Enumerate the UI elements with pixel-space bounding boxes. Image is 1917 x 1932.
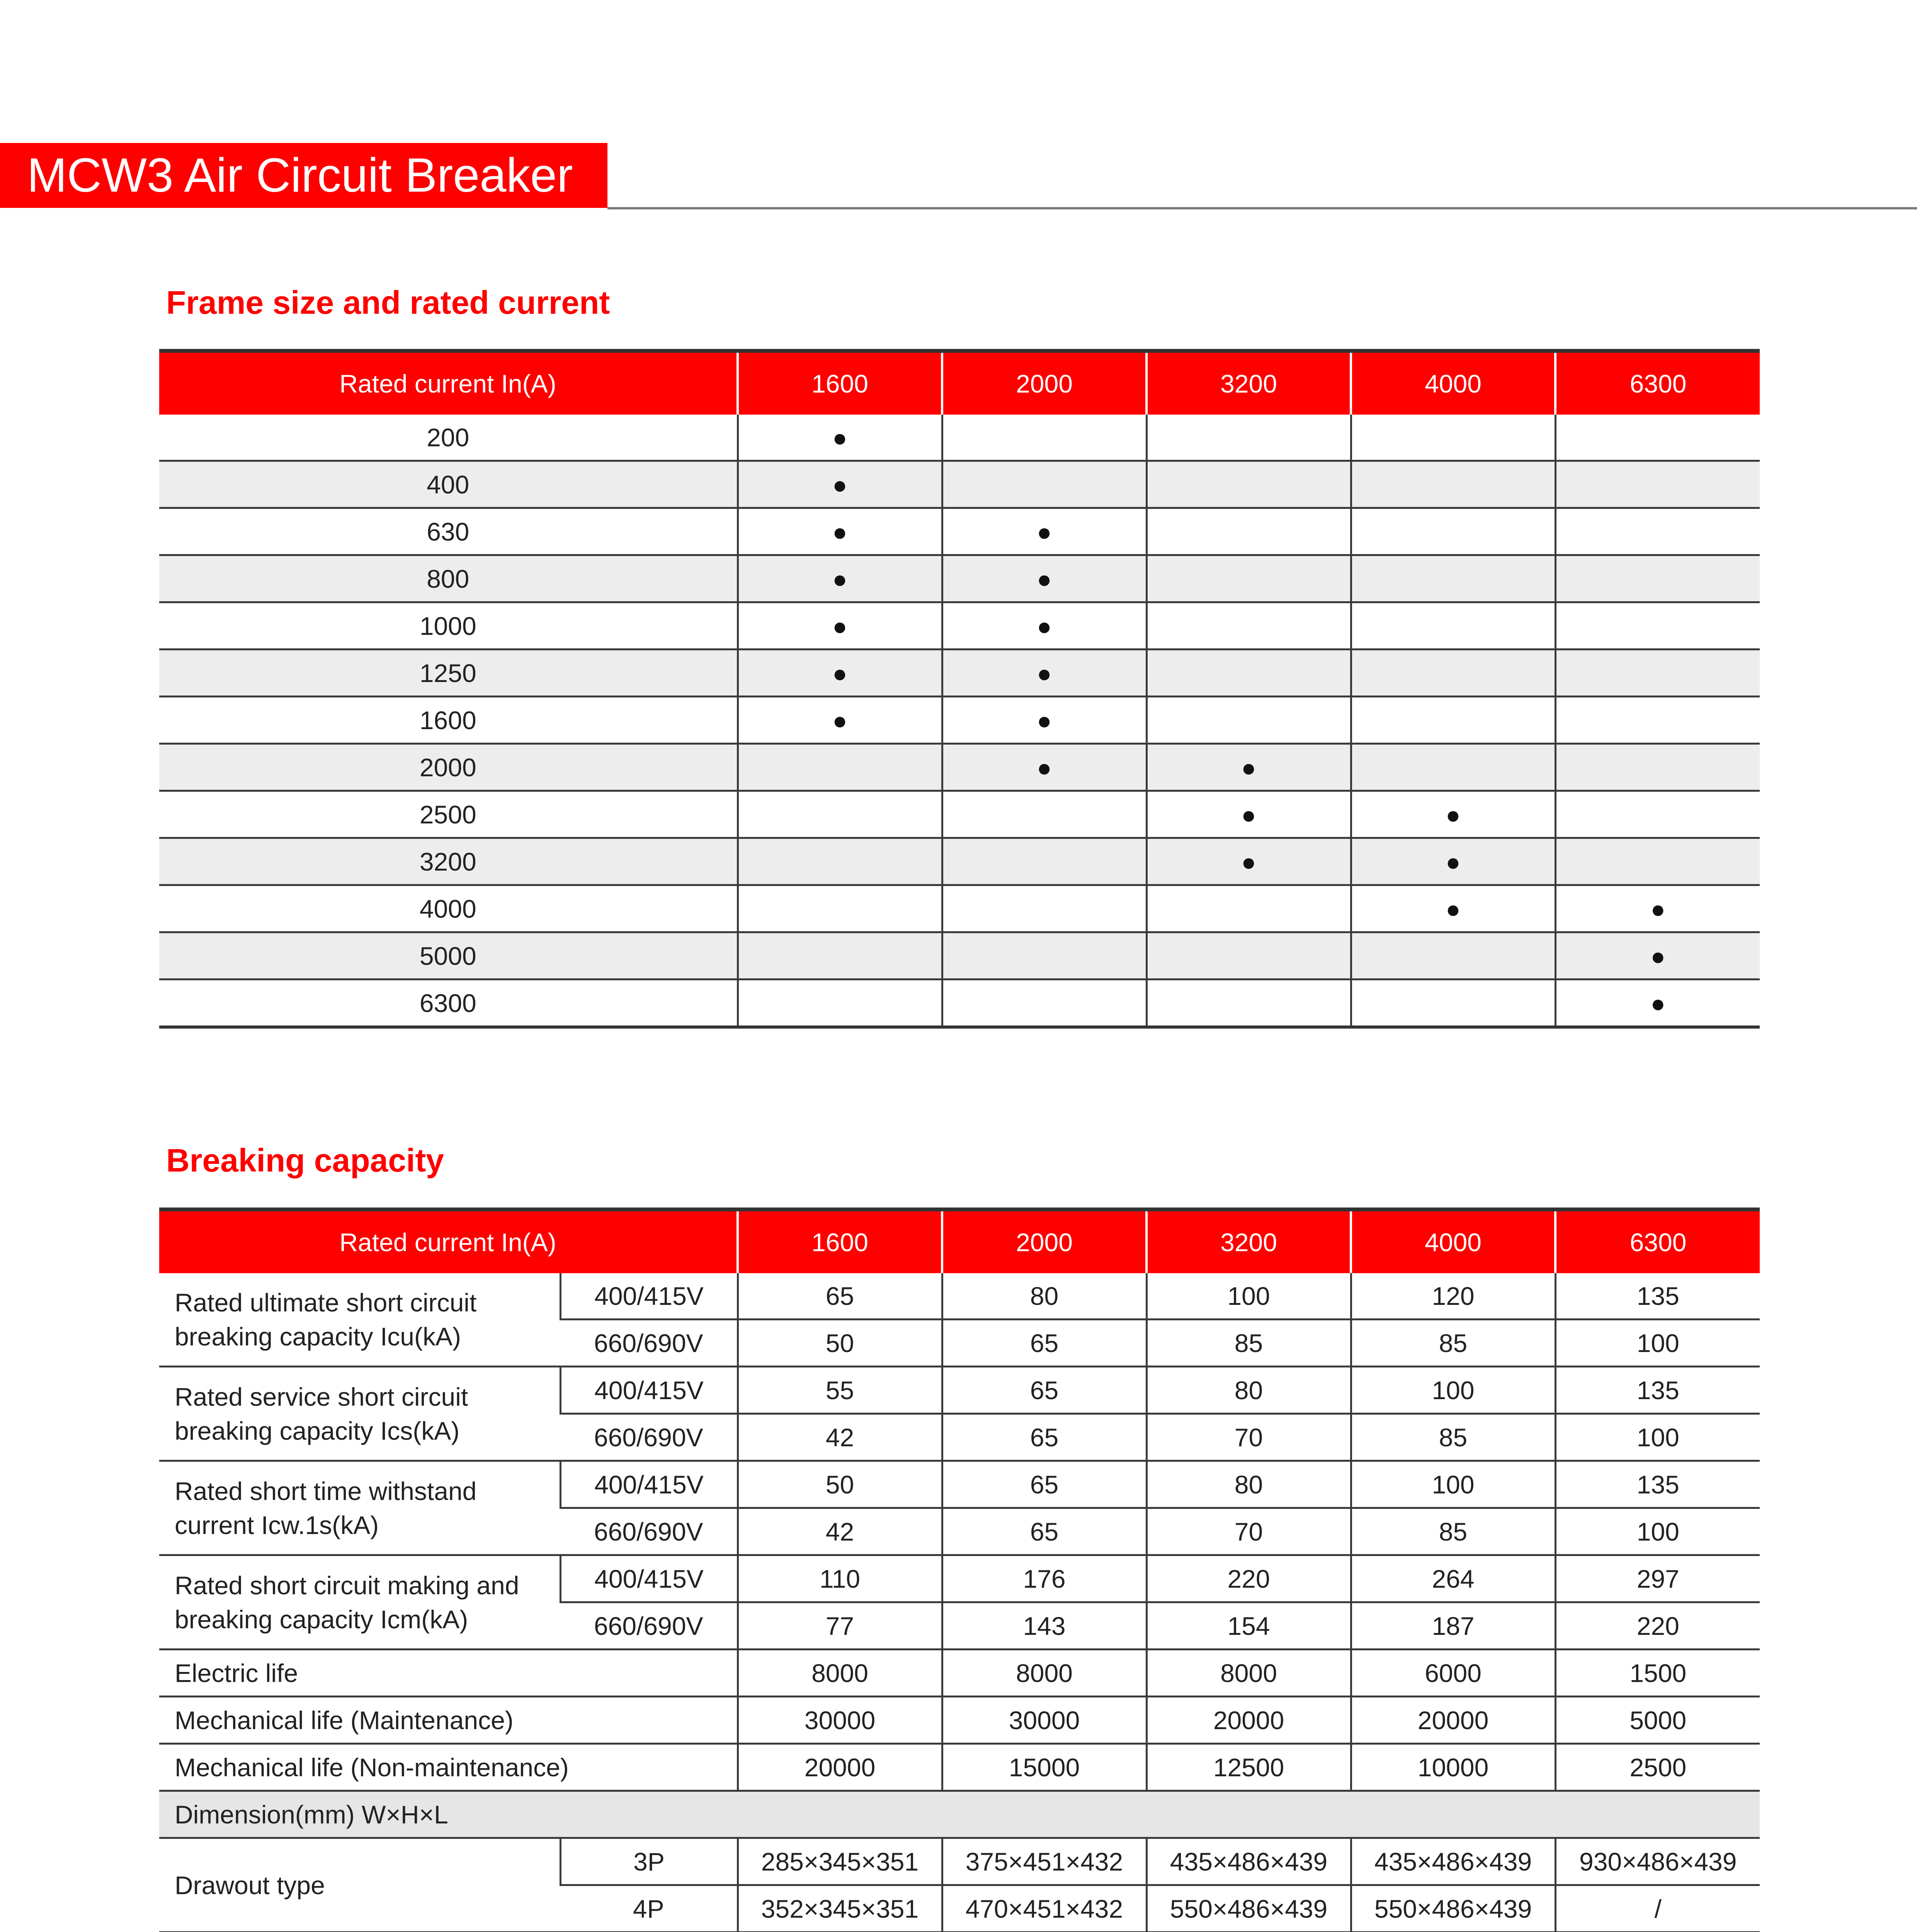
breaking-table-header-frame: 3200	[1146, 1209, 1351, 1273]
available-dot-icon: ●	[832, 565, 847, 593]
available-dot-icon: ●	[1241, 801, 1256, 829]
value-cell: 20000	[1146, 1697, 1351, 1744]
table-row	[159, 461, 1760, 508]
parameter-label: Rated ultimate short circuit breaking capacity Icu(kA)	[159, 1273, 560, 1367]
frame-cell	[942, 885, 1146, 932]
frame-cell	[1555, 508, 1760, 555]
value-cell: 100	[1351, 1367, 1555, 1414]
value-cell: 143	[942, 1602, 1146, 1650]
value-cell: 8000	[942, 1650, 1146, 1697]
dimension-value-cell: 435×486×439	[1146, 1838, 1351, 1885]
dimension-value-cell: 930×486×439	[1555, 1838, 1760, 1885]
frame-cell	[942, 980, 1146, 1027]
table-row	[159, 555, 1760, 602]
table-row	[159, 602, 1760, 650]
voltage-cell: 660/690V	[560, 1602, 738, 1650]
frame-cell	[942, 744, 1146, 791]
value-cell: 30000	[738, 1697, 942, 1744]
frame-cell	[1146, 744, 1351, 791]
frame-cell	[1351, 980, 1555, 1027]
frame-cell	[1555, 885, 1760, 932]
breaking-table-header-frame: 6300	[1555, 1209, 1760, 1273]
frame-cell	[942, 508, 1146, 555]
frame-cell	[1351, 838, 1555, 885]
available-dot-icon: ●	[832, 706, 847, 735]
table-row	[159, 650, 1760, 697]
value-cell: 85	[1351, 1414, 1555, 1461]
dimension-value-cell: /	[1555, 1885, 1760, 1932]
value-cell: 65	[738, 1273, 942, 1320]
value-cell: 135	[1555, 1273, 1760, 1320]
life-label: Mechanical life (Non-maintenance)	[159, 1744, 738, 1791]
header-divider	[607, 207, 1917, 209]
table-row	[159, 1367, 1760, 1414]
frame-cell	[942, 602, 1146, 650]
value-cell: 15000	[942, 1744, 1146, 1791]
frame-cell	[1351, 461, 1555, 508]
table-row	[159, 697, 1760, 744]
frame-cell	[1351, 885, 1555, 932]
value-cell: 100	[1351, 1461, 1555, 1508]
value-cell: 42	[738, 1414, 942, 1461]
breaking-table-header-frame: 1600	[738, 1209, 942, 1273]
frame-cell	[1146, 555, 1351, 602]
rated-current-cell: 5000	[159, 932, 738, 980]
frame-table-header-frame: 4000	[1351, 351, 1555, 415]
frame-size-section-title: Frame size and rated current	[166, 284, 610, 321]
available-dot-icon: ●	[1241, 753, 1256, 782]
frame-cell	[1555, 555, 1760, 602]
value-cell: 80	[1146, 1461, 1351, 1508]
available-dot-icon: ●	[1037, 753, 1052, 782]
value-cell: 220	[1555, 1602, 1760, 1650]
table-row	[159, 980, 1760, 1027]
rated-current-cell: 1600	[159, 697, 738, 744]
breaking-capacity-section-title: Breaking capacity	[166, 1142, 444, 1179]
value-cell: 5000	[1555, 1697, 1760, 1744]
value-cell: 1500	[1555, 1650, 1760, 1697]
table-row	[159, 1697, 1760, 1744]
frame-cell	[738, 508, 942, 555]
dimension-value-cell: 550×486×439	[1351, 1885, 1555, 1932]
table-row	[159, 932, 1760, 980]
table-row	[159, 1555, 1760, 1602]
frame-cell	[1555, 650, 1760, 697]
frame-cell	[1146, 932, 1351, 980]
dimension-header-row	[159, 1791, 1760, 1838]
value-cell: 120	[1351, 1273, 1555, 1320]
value-cell: 154	[1146, 1602, 1351, 1650]
frame-cell	[1351, 602, 1555, 650]
rated-current-cell: 3200	[159, 838, 738, 885]
frame-cell	[738, 602, 942, 650]
value-cell: 65	[942, 1320, 1146, 1367]
table-row	[159, 415, 1760, 461]
breaking-table-header-label: Rated current In(A)	[159, 1209, 738, 1273]
available-dot-icon: ●	[1446, 848, 1461, 876]
value-cell: 70	[1146, 1508, 1351, 1555]
table-row	[159, 791, 1760, 838]
frame-table-header-label: Rated current In(A)	[159, 351, 738, 415]
available-dot-icon: ●	[1650, 942, 1666, 970]
parameter-label: Rated service short circuit breaking capacity Ics(kA)	[159, 1367, 560, 1461]
page-title: MCW3 Air Circuit Breaker	[27, 149, 573, 202]
available-dot-icon: ●	[1650, 895, 1666, 923]
value-cell: 42	[738, 1508, 942, 1555]
available-dot-icon: ●	[1037, 612, 1052, 640]
frame-cell	[1555, 980, 1760, 1027]
table-row	[159, 1461, 1760, 1508]
frame-table-header-frame: 6300	[1555, 351, 1760, 415]
life-label: Mechanical life (Maintenance)	[159, 1697, 738, 1744]
frame-cell	[942, 555, 1146, 602]
frame-cell	[738, 650, 942, 697]
dimension-value-cell: 285×345×351	[738, 1838, 942, 1885]
breaking-table-header-frame: 4000	[1351, 1209, 1555, 1273]
voltage-cell: 400/415V	[560, 1461, 738, 1508]
available-dot-icon: ●	[1650, 989, 1666, 1017]
rated-current-cell: 1000	[159, 602, 738, 650]
value-cell: 20000	[738, 1744, 942, 1791]
table-row	[159, 885, 1760, 932]
available-dot-icon: ●	[832, 612, 847, 640]
available-dot-icon: ●	[1037, 706, 1052, 735]
value-cell: 65	[942, 1414, 1146, 1461]
frame-cell	[738, 697, 942, 744]
frame-cell	[1351, 415, 1555, 461]
frame-cell	[1146, 650, 1351, 697]
frame-cell	[1146, 461, 1351, 508]
rated-current-cell: 200	[159, 415, 738, 461]
voltage-cell: 660/690V	[560, 1320, 738, 1367]
value-cell: 65	[942, 1461, 1146, 1508]
value-cell: 100	[1146, 1273, 1351, 1320]
voltage-cell: 400/415V	[560, 1273, 738, 1320]
value-cell: 85	[1351, 1320, 1555, 1367]
frame-cell	[942, 791, 1146, 838]
rated-current-cell: 630	[159, 508, 738, 555]
dimension-value-cell: 470×451×432	[942, 1885, 1146, 1932]
value-cell: 135	[1555, 1461, 1760, 1508]
value-cell: 2500	[1555, 1744, 1760, 1791]
frame-cell	[1351, 744, 1555, 791]
frame-size-table	[159, 349, 1760, 1029]
value-cell: 50	[738, 1320, 942, 1367]
frame-cell	[1351, 697, 1555, 744]
mount-type-label: Drawout type	[159, 1838, 560, 1932]
dimension-value-cell: 352×345×351	[738, 1885, 942, 1932]
value-cell: 100	[1555, 1508, 1760, 1555]
frame-cell	[738, 744, 942, 791]
available-dot-icon: ●	[1037, 659, 1052, 687]
frame-cell	[1146, 885, 1351, 932]
rated-current-cell: 800	[159, 555, 738, 602]
breaking-capacity-table	[159, 1208, 1760, 1932]
frame-cell	[942, 697, 1146, 744]
value-cell: 77	[738, 1602, 942, 1650]
table-row	[159, 508, 1760, 555]
dimension-value-cell: 375×451×432	[942, 1838, 1146, 1885]
voltage-cell: 400/415V	[560, 1367, 738, 1414]
frame-cell	[942, 838, 1146, 885]
frame-cell	[1555, 461, 1760, 508]
value-cell: 187	[1351, 1602, 1555, 1650]
frame-cell	[1351, 791, 1555, 838]
frame-cell	[1555, 697, 1760, 744]
life-label: Electric life	[159, 1650, 738, 1697]
available-dot-icon: ●	[1446, 801, 1461, 829]
frame-cell	[1351, 555, 1555, 602]
table-row	[159, 838, 1760, 885]
dimension-value-cell: 435×486×439	[1351, 1838, 1555, 1885]
value-cell: 30000	[942, 1697, 1146, 1744]
available-dot-icon: ●	[832, 518, 847, 546]
value-cell: 70	[1146, 1414, 1351, 1461]
value-cell: 220	[1146, 1555, 1351, 1602]
value-cell: 264	[1351, 1555, 1555, 1602]
frame-cell	[1146, 838, 1351, 885]
page-title-bar	[0, 143, 607, 208]
frame-cell	[1555, 838, 1760, 885]
voltage-cell: 400/415V	[560, 1555, 738, 1602]
value-cell: 8000	[1146, 1650, 1351, 1697]
frame-cell	[1146, 791, 1351, 838]
parameter-label: Rated short time withstand current Icw.1s(kA)	[159, 1461, 560, 1555]
value-cell: 10000	[1351, 1744, 1555, 1791]
frame-table-header-frame: 2000	[942, 351, 1146, 415]
frame-cell	[1555, 932, 1760, 980]
available-dot-icon: ●	[832, 423, 847, 452]
frame-cell	[1555, 415, 1760, 461]
frame-cell	[1351, 650, 1555, 697]
value-cell: 100	[1555, 1320, 1760, 1367]
frame-cell	[942, 932, 1146, 980]
frame-cell	[738, 885, 942, 932]
breaking-table-header-frame: 2000	[942, 1209, 1146, 1273]
frame-cell	[738, 980, 942, 1027]
available-dot-icon: ●	[1241, 848, 1256, 876]
dimension-value-cell: 550×486×439	[1146, 1885, 1351, 1932]
frame-cell	[1351, 932, 1555, 980]
rated-current-cell: 4000	[159, 885, 738, 932]
frame-cell	[1146, 980, 1351, 1027]
value-cell: 20000	[1351, 1697, 1555, 1744]
value-cell: 176	[942, 1555, 1146, 1602]
value-cell: 100	[1555, 1414, 1760, 1461]
frame-cell	[738, 415, 942, 461]
frame-cell	[1146, 602, 1351, 650]
frame-cell	[738, 461, 942, 508]
value-cell: 80	[1146, 1367, 1351, 1414]
table-row	[159, 744, 1760, 791]
table-row	[159, 1650, 1760, 1697]
value-cell: 65	[942, 1508, 1146, 1555]
frame-table-header-frame: 3200	[1146, 351, 1351, 415]
rated-current-cell: 6300	[159, 980, 738, 1027]
frame-cell	[1555, 791, 1760, 838]
rated-current-cell: 2000	[159, 744, 738, 791]
rated-current-cell: 400	[159, 461, 738, 508]
breaking-table-header-row	[159, 1209, 1760, 1273]
voltage-cell: 660/690V	[560, 1508, 738, 1555]
frame-cell	[1555, 744, 1760, 791]
value-cell: 85	[1146, 1320, 1351, 1367]
value-cell: 135	[1555, 1367, 1760, 1414]
dimension-label: Dimension(mm) W×H×L	[159, 1791, 1760, 1838]
frame-cell	[1555, 602, 1760, 650]
frame-cell	[1146, 415, 1351, 461]
frame-table-header-frame: 1600	[738, 351, 942, 415]
available-dot-icon: ●	[1446, 895, 1461, 923]
value-cell: 297	[1555, 1555, 1760, 1602]
rated-current-cell: 1250	[159, 650, 738, 697]
frame-cell	[738, 932, 942, 980]
available-dot-icon: ●	[832, 471, 847, 499]
poles-cell: 4P	[560, 1885, 738, 1932]
frame-cell	[1146, 697, 1351, 744]
value-cell: 65	[942, 1367, 1146, 1414]
available-dot-icon: ●	[1037, 518, 1052, 546]
frame-cell	[738, 838, 942, 885]
frame-cell	[1351, 508, 1555, 555]
value-cell: 55	[738, 1367, 942, 1414]
poles-cell: 3P	[560, 1838, 738, 1885]
value-cell: 80	[942, 1273, 1146, 1320]
frame-cell	[942, 415, 1146, 461]
frame-cell	[942, 650, 1146, 697]
frame-cell	[738, 555, 942, 602]
frame-cell	[738, 791, 942, 838]
table-row	[159, 1744, 1760, 1791]
frame-cell	[942, 461, 1146, 508]
voltage-cell: 660/690V	[560, 1414, 738, 1461]
value-cell: 8000	[738, 1650, 942, 1697]
value-cell: 50	[738, 1461, 942, 1508]
table-row	[159, 1838, 1760, 1885]
frame-cell	[1146, 508, 1351, 555]
value-cell: 110	[738, 1555, 942, 1602]
available-dot-icon: ●	[832, 659, 847, 687]
frame-table-header-row	[159, 351, 1760, 415]
available-dot-icon: ●	[1037, 565, 1052, 593]
value-cell: 85	[1351, 1508, 1555, 1555]
value-cell: 12500	[1146, 1744, 1351, 1791]
rated-current-cell: 2500	[159, 791, 738, 838]
table-row	[159, 1273, 1760, 1320]
value-cell: 6000	[1351, 1650, 1555, 1697]
parameter-label: Rated short circuit making and breaking capacity Icm(kA)	[159, 1555, 560, 1650]
